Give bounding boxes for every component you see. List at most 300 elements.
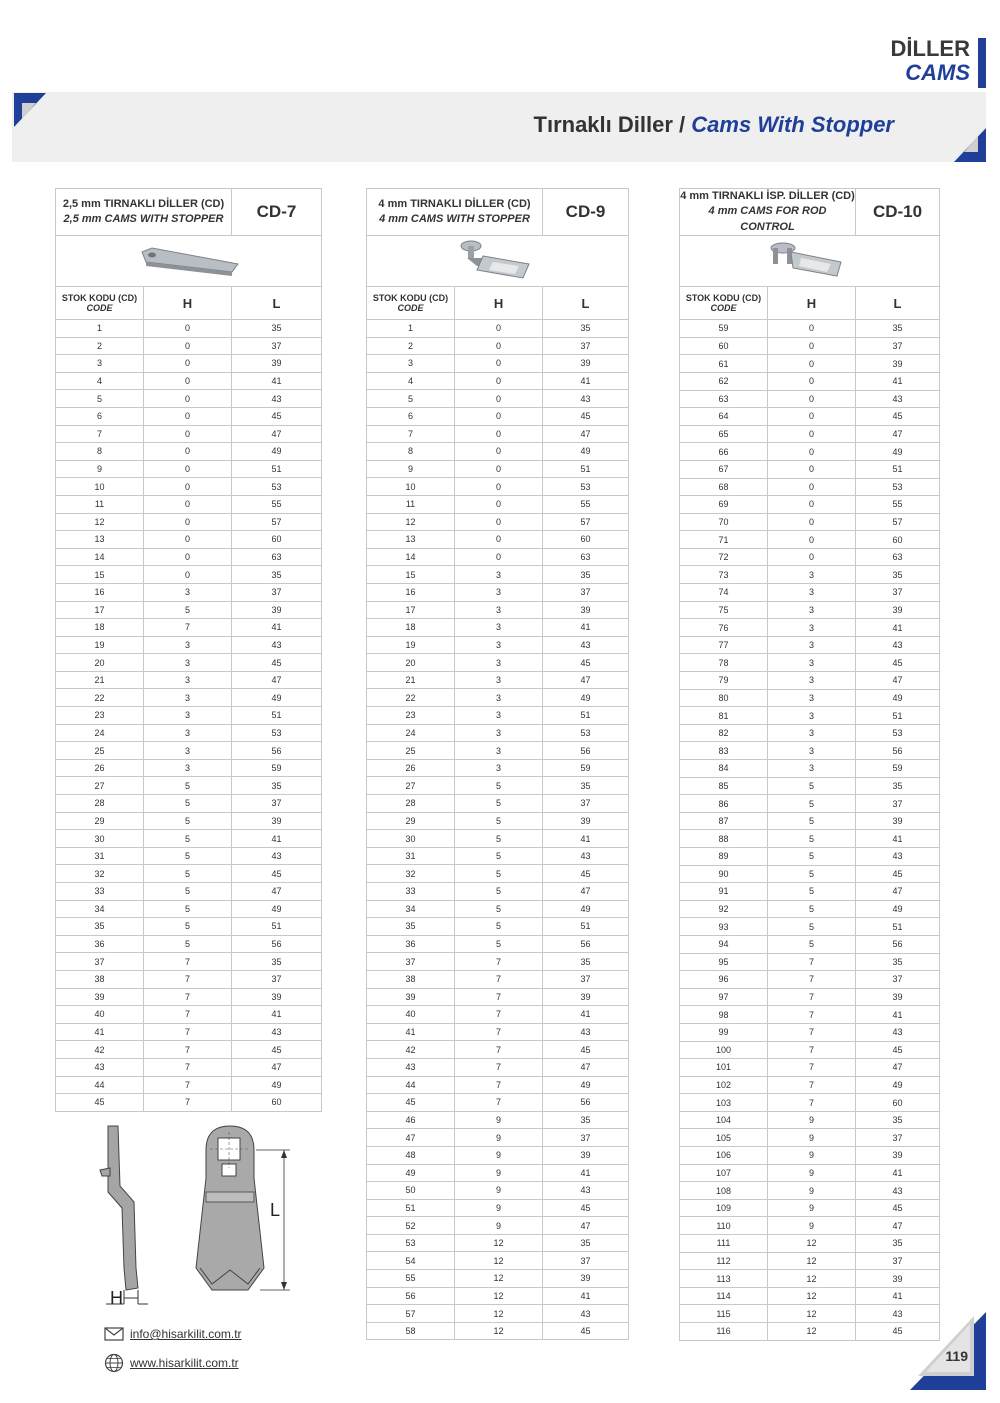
table-row — [680, 460, 940, 478]
table-row — [680, 1164, 940, 1182]
cell-h: 3 — [144, 583, 232, 601]
cell-l: 51 — [543, 460, 629, 478]
cell-l: 39 — [856, 812, 940, 830]
table-row — [367, 513, 629, 531]
cell-code: 7 — [56, 425, 144, 443]
cell-h: 5 — [455, 847, 543, 865]
table-row — [680, 865, 940, 883]
cell-l: 43 — [856, 847, 940, 865]
cell-h: 0 — [768, 513, 856, 531]
table-row — [56, 1006, 322, 1024]
cell-l: 37 — [232, 795, 322, 813]
cell-h: 0 — [768, 425, 856, 443]
cell-code: 14 — [56, 548, 144, 566]
column-header-l: L — [543, 287, 629, 320]
cell-l: 51 — [856, 460, 940, 478]
table-row — [367, 1270, 629, 1288]
cell-l: 49 — [543, 443, 629, 461]
cell-h: 7 — [768, 1094, 856, 1112]
cell-h: 12 — [768, 1252, 856, 1270]
cell-code: 92 — [680, 900, 768, 918]
cell-h: 3 — [455, 601, 543, 619]
cell-h: 3 — [768, 672, 856, 690]
cell-code: 16 — [367, 583, 455, 601]
cell-h: 0 — [455, 407, 543, 425]
cell-code: 114 — [680, 1287, 768, 1305]
cell-h: 5 — [455, 865, 543, 883]
cell-h: 3 — [768, 636, 856, 654]
cell-h: 5 — [144, 601, 232, 619]
section-title-en: CAMS — [905, 60, 970, 85]
table-row — [680, 1059, 940, 1077]
cell-l: 35 — [543, 566, 629, 584]
table-row — [56, 478, 322, 496]
cell-h: 12 — [455, 1287, 543, 1305]
column-header-code-tr: STOK KODU (CD) — [372, 293, 449, 303]
cell-l: 56 — [232, 742, 322, 760]
cell-code: 102 — [680, 1076, 768, 1094]
cell-h: 9 — [455, 1182, 543, 1200]
cell-h: 7 — [768, 988, 856, 1006]
cell-l: 41 — [232, 372, 322, 390]
cell-l: 47 — [232, 1058, 322, 1076]
table-row — [367, 583, 629, 601]
cell-l: 39 — [232, 355, 322, 373]
table-row — [56, 847, 322, 865]
cell-h: 5 — [144, 900, 232, 918]
cell-h: 3 — [768, 760, 856, 778]
cell-code: 67 — [680, 460, 768, 478]
cell-code: 25 — [56, 742, 144, 760]
cell-code: 93 — [680, 918, 768, 936]
cell-h: 7 — [144, 1023, 232, 1041]
cell-l: 63 — [232, 548, 322, 566]
cell-code: 76 — [680, 619, 768, 637]
cell-h: 0 — [455, 337, 543, 355]
table-row — [680, 1076, 940, 1094]
cell-l: 45 — [232, 1041, 322, 1059]
cell-code: 112 — [680, 1252, 768, 1270]
cell-code: 109 — [680, 1199, 768, 1217]
table-title-en: 4 mm CAMS WITH STOPPER — [379, 213, 530, 225]
cell-h: 9 — [768, 1199, 856, 1217]
cell-h: 5 — [144, 935, 232, 953]
cell-code: 60 — [680, 337, 768, 355]
product-image-cell — [56, 236, 322, 287]
cell-h: 0 — [144, 355, 232, 373]
table-row — [367, 1234, 629, 1252]
cell-code: 59 — [680, 320, 768, 338]
cell-code: 2 — [367, 337, 455, 355]
cell-h: 0 — [768, 496, 856, 514]
cell-l: 37 — [232, 970, 322, 988]
table-row — [680, 619, 940, 637]
table-row — [680, 636, 940, 654]
cell-l: 35 — [543, 1234, 629, 1252]
cell-h: 0 — [455, 548, 543, 566]
table-row — [367, 812, 629, 830]
cell-h: 12 — [768, 1305, 856, 1323]
table-row — [367, 689, 629, 707]
cell-h: 7 — [455, 1076, 543, 1094]
table-row — [56, 970, 322, 988]
cell-h: 7 — [455, 1058, 543, 1076]
cell-h: 9 — [768, 1147, 856, 1165]
table-row — [56, 724, 322, 742]
table-row — [367, 425, 629, 443]
table-row — [56, 759, 322, 777]
cell-l: 49 — [232, 689, 322, 707]
table-row — [367, 795, 629, 813]
side-profile-drawing — [100, 1126, 148, 1304]
cell-code: 11 — [56, 495, 144, 513]
table-row — [56, 654, 322, 672]
cell-h: 7 — [455, 953, 543, 971]
cell-h: 0 — [768, 337, 856, 355]
cell-code: 39 — [56, 988, 144, 1006]
cell-code: 116 — [680, 1323, 768, 1341]
cell-l: 35 — [232, 320, 322, 338]
cell-code: 16 — [56, 583, 144, 601]
table-row — [56, 425, 322, 443]
cell-l: 39 — [543, 601, 629, 619]
cell-h: 0 — [144, 337, 232, 355]
cell-h: 5 — [455, 812, 543, 830]
cell-l: 41 — [856, 1164, 940, 1182]
cell-h: 12 — [455, 1252, 543, 1270]
table-row — [367, 390, 629, 408]
table-row — [56, 1023, 322, 1041]
cell-code: 10 — [367, 478, 455, 496]
cell-code: 23 — [56, 707, 144, 725]
cell-l: 51 — [856, 707, 940, 725]
cell-h: 0 — [455, 478, 543, 496]
cell-l: 43 — [543, 1305, 629, 1323]
cell-l: 56 — [856, 935, 940, 953]
table-row — [56, 601, 322, 619]
cell-l: 35 — [856, 777, 940, 795]
cell-h: 0 — [768, 443, 856, 461]
cell-l: 57 — [856, 513, 940, 531]
table-row — [367, 777, 629, 795]
table-row — [680, 1270, 940, 1288]
cell-h: 5 — [768, 865, 856, 883]
cell-code: 17 — [56, 601, 144, 619]
cell-h: 3 — [768, 724, 856, 742]
cell-h: 0 — [768, 460, 856, 478]
cell-code: 77 — [680, 636, 768, 654]
cell-l: 45 — [856, 1323, 940, 1341]
cell-code: 107 — [680, 1164, 768, 1182]
cell-code: 43 — [56, 1058, 144, 1076]
cell-h: 7 — [144, 970, 232, 988]
table-row — [56, 812, 322, 830]
cell-code: 39 — [367, 988, 455, 1006]
cell-code: 18 — [367, 619, 455, 637]
cell-l: 47 — [856, 1059, 940, 1077]
table-row — [367, 1111, 629, 1129]
table-row — [680, 1199, 940, 1217]
cell-h: 0 — [455, 320, 543, 338]
cell-code: 26 — [56, 759, 144, 777]
cell-h: 3 — [455, 724, 543, 742]
table-row — [367, 759, 629, 777]
table-row — [680, 935, 940, 953]
cell-code: 22 — [56, 689, 144, 707]
cell-l: 51 — [543, 707, 629, 725]
cell-h: 0 — [768, 372, 856, 390]
table-row — [56, 320, 322, 338]
table-row — [56, 1041, 322, 1059]
cell-code: 55 — [367, 1270, 455, 1288]
cell-code: 10 — [56, 478, 144, 496]
table-row — [367, 548, 629, 566]
cell-h: 5 — [455, 935, 543, 953]
table-row — [56, 988, 322, 1006]
globe-icon — [104, 1353, 124, 1373]
cell-l: 45 — [856, 654, 940, 672]
contact-email[interactable] — [104, 1326, 242, 1342]
cell-l: 43 — [543, 1182, 629, 1200]
cell-h: 0 — [455, 443, 543, 461]
cell-l: 56 — [543, 1094, 629, 1112]
cell-l: 43 — [856, 1305, 940, 1323]
column-header-h: H — [455, 287, 543, 320]
cell-h: 0 — [144, 460, 232, 478]
table-row — [367, 460, 629, 478]
cell-h: 12 — [768, 1323, 856, 1341]
cell-code: 30 — [56, 830, 144, 848]
cell-h: 0 — [144, 425, 232, 443]
cell-h: 7 — [768, 1006, 856, 1024]
table-row — [367, 531, 629, 549]
table-row — [367, 355, 629, 373]
cell-code: 54 — [367, 1252, 455, 1270]
table-row — [680, 654, 940, 672]
cell-l: 41 — [856, 1287, 940, 1305]
website-link[interactable]: www.hisarkilit.com.tr — [130, 1356, 239, 1370]
cell-code: 40 — [367, 1006, 455, 1024]
cell-code: 63 — [680, 390, 768, 408]
cell-l: 39 — [543, 812, 629, 830]
cell-h: 7 — [144, 1058, 232, 1076]
cell-l: 49 — [232, 1076, 322, 1094]
cell-code: 40 — [56, 1006, 144, 1024]
cell-code: 18 — [56, 619, 144, 637]
cell-code: 15 — [367, 566, 455, 584]
table-row — [56, 548, 322, 566]
cell-l: 51 — [856, 918, 940, 936]
cell-h: 5 — [455, 777, 543, 795]
table-row — [56, 742, 322, 760]
cell-l: 47 — [232, 425, 322, 443]
cell-code: 70 — [680, 513, 768, 531]
table-title-tr: 4 mm TIRNAKLI DİLLER (CD) — [378, 197, 531, 210]
cell-l: 51 — [232, 460, 322, 478]
cell-l: 43 — [856, 636, 940, 654]
email-link[interactable]: info@hisarkilit.com.tr — [130, 1327, 242, 1341]
table-title — [56, 189, 232, 236]
cell-h: 3 — [455, 636, 543, 654]
cell-code: 42 — [56, 1041, 144, 1059]
table-row — [367, 1094, 629, 1112]
cell-code: 20 — [56, 654, 144, 672]
cell-code: 33 — [367, 883, 455, 901]
cell-l: 43 — [232, 390, 322, 408]
table-row — [367, 654, 629, 672]
table-row — [680, 478, 940, 496]
cell-code: 84 — [680, 760, 768, 778]
cell-code: 73 — [680, 566, 768, 584]
cell-h: 3 — [455, 566, 543, 584]
cell-code: 25 — [367, 742, 455, 760]
cell-l: 45 — [856, 1199, 940, 1217]
cell-code: 15 — [56, 566, 144, 584]
cell-l: 59 — [232, 759, 322, 777]
cell-code: 7 — [367, 425, 455, 443]
cell-code: 52 — [367, 1217, 455, 1235]
cell-h: 3 — [768, 619, 856, 637]
cell-l: 57 — [543, 513, 629, 531]
table-row — [56, 513, 322, 531]
cell-code: 44 — [56, 1076, 144, 1094]
product-image-cell — [367, 236, 629, 287]
cell-h: 3 — [455, 759, 543, 777]
table-row — [680, 1287, 940, 1305]
cell-h: 0 — [455, 460, 543, 478]
cell-l: 56 — [856, 742, 940, 760]
table-row — [56, 918, 322, 936]
table-row — [56, 900, 322, 918]
cell-h: 3 — [768, 689, 856, 707]
cell-code: 49 — [367, 1164, 455, 1182]
cell-l: 49 — [232, 900, 322, 918]
cell-h: 0 — [144, 407, 232, 425]
cell-h: 0 — [768, 531, 856, 549]
cell-code: 50 — [367, 1182, 455, 1200]
cell-code: 87 — [680, 812, 768, 830]
cell-h: 0 — [144, 531, 232, 549]
table-row — [680, 1023, 940, 1041]
cell-l: 35 — [856, 566, 940, 584]
table-row — [367, 1305, 629, 1323]
table-row — [680, 1094, 940, 1112]
cell-h: 0 — [455, 531, 543, 549]
cell-l: 41 — [543, 830, 629, 848]
table-row — [367, 830, 629, 848]
cell-h: 9 — [768, 1129, 856, 1147]
cell-h: 12 — [455, 1305, 543, 1323]
cell-l: 39 — [856, 1147, 940, 1165]
cell-l: 49 — [856, 900, 940, 918]
cell-code: 56 — [367, 1287, 455, 1305]
cell-l: 63 — [856, 548, 940, 566]
cell-l: 35 — [856, 1235, 940, 1253]
cell-l: 41 — [856, 372, 940, 390]
cell-h: 3 — [455, 742, 543, 760]
table-row — [367, 1287, 629, 1305]
cam-rod-control-icon — [765, 238, 855, 282]
table-row — [56, 935, 322, 953]
cell-h: 7 — [144, 1006, 232, 1024]
table-row — [56, 689, 322, 707]
cell-l: 53 — [232, 478, 322, 496]
cell-code: 66 — [680, 443, 768, 461]
cell-h: 0 — [768, 548, 856, 566]
cell-l: 49 — [856, 1076, 940, 1094]
cell-h: 7 — [768, 953, 856, 971]
cell-l: 57 — [232, 513, 322, 531]
cell-h: 5 — [144, 795, 232, 813]
column-header-code — [680, 287, 768, 320]
cell-h: 3 — [144, 689, 232, 707]
table-row — [56, 583, 322, 601]
cell-l: 49 — [543, 689, 629, 707]
table-row — [367, 1199, 629, 1217]
cell-code: 57 — [367, 1305, 455, 1323]
cell-h: 0 — [144, 390, 232, 408]
table-row — [680, 953, 940, 971]
table-row — [367, 1023, 629, 1041]
cell-h: 0 — [455, 495, 543, 513]
cell-h: 5 — [455, 830, 543, 848]
cell-l: 43 — [232, 847, 322, 865]
cell-h: 7 — [455, 1094, 543, 1112]
cell-h: 9 — [455, 1146, 543, 1164]
cell-h: 9 — [455, 1199, 543, 1217]
cell-code: 21 — [56, 671, 144, 689]
cell-code: 28 — [56, 795, 144, 813]
cell-l: 51 — [232, 918, 322, 936]
cell-h: 7 — [455, 1023, 543, 1041]
cam-flat-icon — [134, 240, 244, 280]
cell-l: 60 — [856, 531, 940, 549]
table-row — [680, 1111, 940, 1129]
cell-code: 88 — [680, 830, 768, 848]
cell-l: 49 — [856, 689, 940, 707]
cell-code: 86 — [680, 795, 768, 813]
corner-decoration-icon — [954, 128, 986, 162]
cell-code: 6 — [56, 407, 144, 425]
table-row — [680, 1323, 940, 1341]
cell-l: 45 — [543, 407, 629, 425]
table-row — [680, 689, 940, 707]
cell-l: 41 — [856, 830, 940, 848]
table-row — [680, 1252, 940, 1270]
cell-l: 49 — [232, 443, 322, 461]
cell-code: 19 — [367, 636, 455, 654]
table-row — [680, 496, 940, 514]
cell-l: 37 — [856, 1129, 940, 1147]
cell-h: 7 — [768, 1041, 856, 1059]
table-row — [680, 408, 940, 426]
cell-l: 43 — [543, 636, 629, 654]
cell-h: 0 — [768, 478, 856, 496]
table-row — [367, 1041, 629, 1059]
cell-code: 28 — [367, 795, 455, 813]
cell-h: 12 — [455, 1322, 543, 1340]
cell-code: 2 — [56, 337, 144, 355]
cell-code: 36 — [56, 935, 144, 953]
cell-code: 64 — [680, 408, 768, 426]
cell-h: 3 — [455, 654, 543, 672]
cell-h: 5 — [144, 865, 232, 883]
contact-website[interactable] — [104, 1353, 239, 1373]
table-row — [367, 935, 629, 953]
cell-l: 39 — [856, 988, 940, 1006]
table-row — [56, 619, 322, 637]
cell-l: 37 — [232, 337, 322, 355]
